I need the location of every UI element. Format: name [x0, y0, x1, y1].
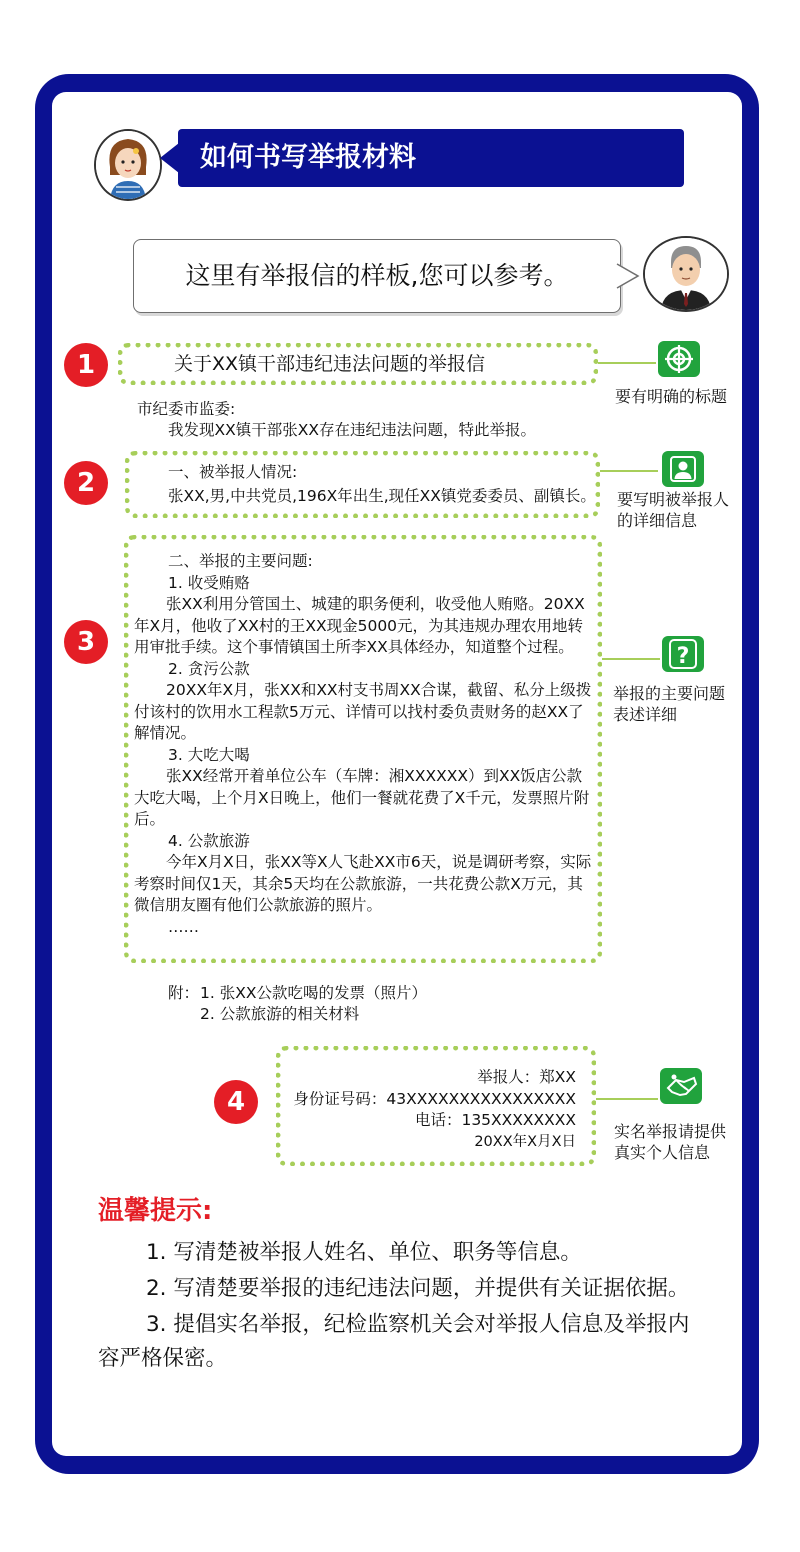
- section2-content: [134, 551, 592, 938]
- step-2-note-line2: 的详细信息: [617, 511, 698, 530]
- section1-heading: 一、被举报人情况:: [168, 463, 298, 481]
- issue4-title: 4. 公款旅游: [168, 831, 250, 850]
- svg-text:?: ?: [676, 644, 690, 669]
- letter-salutation: 市纪委市监委:: [137, 400, 236, 418]
- step-1-note: 要有明确的标题: [615, 387, 728, 406]
- title-pointer: [160, 143, 179, 173]
- step-2-note-line1: 要写明被举报人: [617, 490, 730, 509]
- person-icon: [662, 451, 704, 487]
- step-number-1: 1: [64, 343, 108, 387]
- ellipsis: ……: [168, 917, 199, 936]
- tip-item-3: 3. 提倡实名举报，纪检监察机关会对举报人信息及举报内容严格保密。: [98, 1312, 690, 1371]
- section2-heading: 二、举报的主要问题:: [168, 552, 313, 570]
- step-3-note-line1: 举报的主要问题: [613, 684, 726, 703]
- id-number: 身份证号码：43XXXXXXXXXXXXXXXX: [293, 1089, 576, 1108]
- woman-avatar-icon: [94, 129, 162, 201]
- letter-title: 关于XX镇干部违纪违法问题的举报信: [174, 353, 486, 375]
- bubble-tail: [616, 262, 640, 290]
- step-number-3: 3: [64, 620, 108, 664]
- attach-label: 附：: [168, 984, 200, 1002]
- question-icon: [662, 636, 704, 672]
- tips-title: 温馨提示:: [98, 1196, 213, 1226]
- step-number-2: 2: [64, 461, 108, 505]
- attach-item-2: 2. 公款旅游的相关材料: [200, 1005, 360, 1023]
- reporter-name: 举报人：郑XX: [477, 1068, 576, 1086]
- step-4-note-line1: 实名举报请提供: [614, 1122, 727, 1141]
- phone-number: 电话：135XXXXXXXX: [414, 1111, 576, 1129]
- section1-body: 张XX,男,中共党员,196X年出生,现任XX镇党委委员、副镇长。: [168, 487, 596, 505]
- issue1-title: 1. 收受贿赂: [168, 573, 250, 592]
- letter-intro: 我发现XX镇干部张XX存在违纪违法问题，特此举报。: [168, 421, 536, 439]
- issue3-body: 张XX经常开着单位公车（车牌：湘XXXXXX）到XX饭店公款大吃大喝，上个月X日晚上，他们一餐就花费了X千元，发票照片附后。: [134, 767, 590, 828]
- connector-4: [596, 1098, 658, 1100]
- issue2-body: 20XX年X月，张XX和XX村支书周XX合谋，截留、私分上级拨付该村的饮用水工程款5万元、详情可以找村委负责财务的赵XX了解情况。: [134, 681, 592, 742]
- connector-2: [600, 470, 658, 472]
- issue1-body: 张XX利用分管国土、城建的职务便利，收受他人贿赂。20XX年X月，他收了XX村的王XX现金5000元，为其违规办理农用地转用审批手续。这个事情镇国土所李XX具体经办，知道整个过程。: [134, 595, 585, 656]
- issue2-title: 2. 贪污公款: [168, 659, 250, 678]
- step-number-4: 4: [214, 1080, 258, 1124]
- tip-item-2: 2. 写清楚要举报的违纪违法问题，并提供有关证据依据。: [146, 1276, 690, 1301]
- target-icon: [658, 341, 700, 377]
- tips-list: [98, 1236, 710, 1378]
- letter-date: 20XX年X月X日: [474, 1133, 576, 1150]
- issue4-body: 今年X月X日，张XX等X人飞赴XX市6天，说是调研考察，实际考察时间仅1天，其余5天均在公款旅游，一共花费公款X万元，其微信朋友圈有他们公款旅游的照片。: [134, 853, 592, 914]
- speech-bubble: 这里有举报信的样板,您可以参考。: [133, 239, 621, 313]
- tip-item-1: 1. 写清楚被举报人姓名、单位、职务等信息。: [146, 1240, 582, 1265]
- step-4-note-line2: 真实个人信息: [614, 1143, 711, 1162]
- step-3-note-line2: 表述详细: [613, 705, 678, 724]
- connector-1: [598, 362, 656, 364]
- connector-3: [602, 658, 660, 660]
- issue3-title: 3. 大吃大喝: [168, 745, 250, 764]
- attach-item-1: 1. 张XX公款吃喝的发票（照片）: [200, 984, 427, 1002]
- signature-block: [286, 1067, 576, 1153]
- man-avatar-icon: [643, 236, 729, 312]
- page-title: 如何书写举报材料: [178, 129, 684, 187]
- handshake-icon: [660, 1068, 702, 1104]
